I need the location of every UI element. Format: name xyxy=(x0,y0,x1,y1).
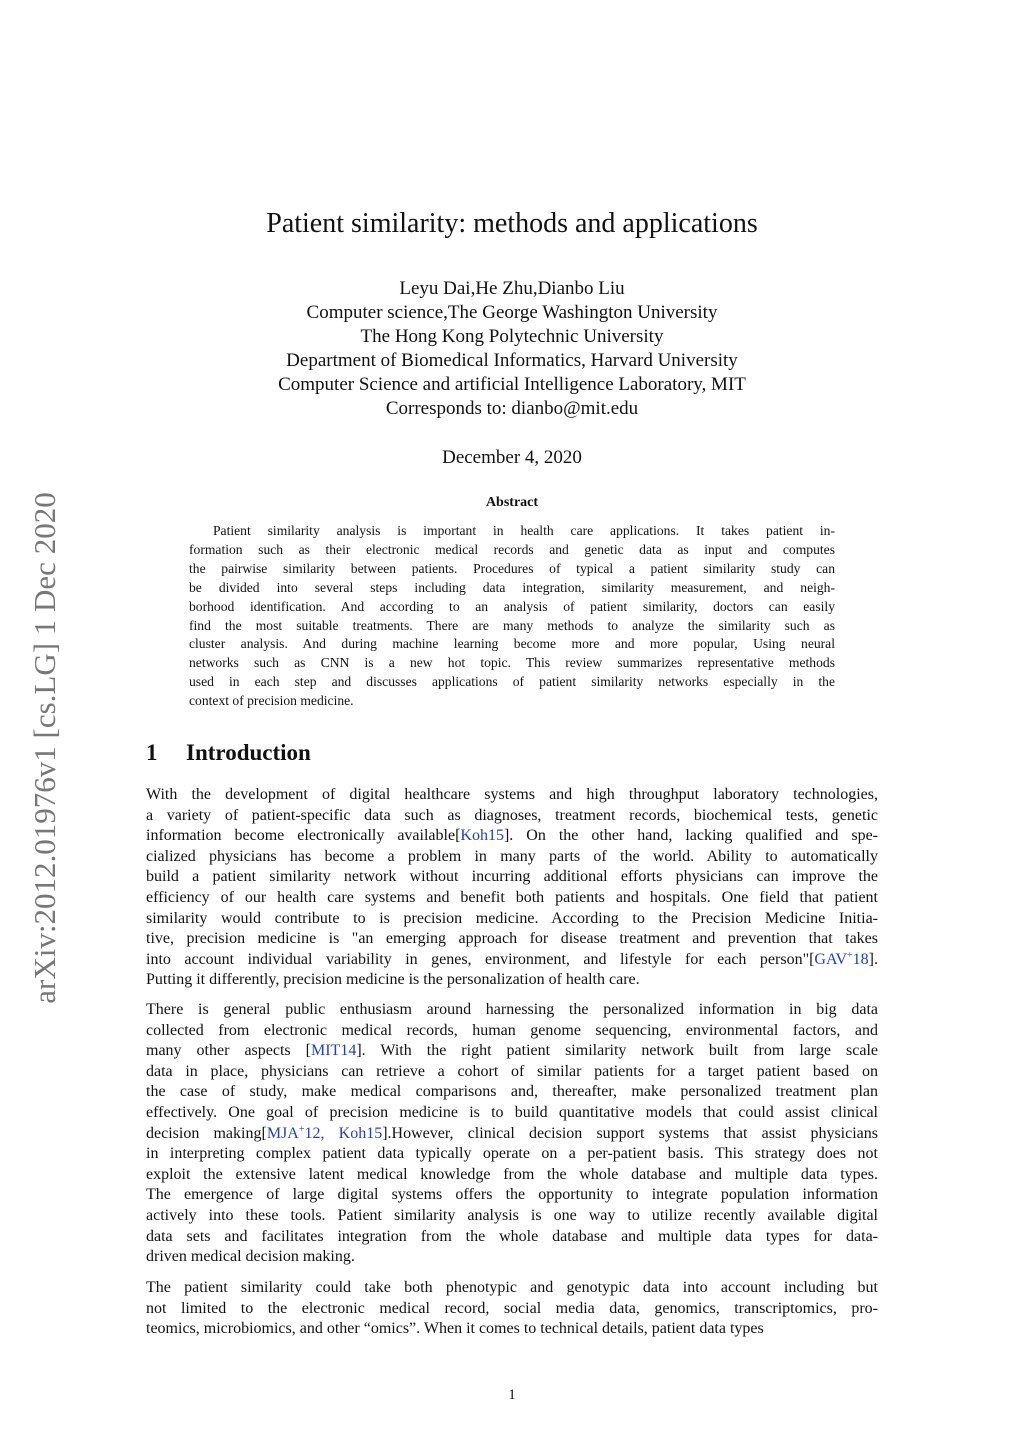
text: tive, precision medicine is "an emerging approach for disease treatment and prevention that takes xyxy=(146,930,878,948)
text: the case of study, make medical comparisons and, thereafter, make personalized treatment plan xyxy=(146,1083,878,1101)
text: With the development of digital healthcare systems and high throughput laboratory technologies, xyxy=(146,786,878,803)
citation-link[interactable]: Koh15 xyxy=(460,827,504,845)
text: the pairwise similarity between patients. Procedures of typical a patient similarity study can xyxy=(189,560,835,576)
text-line xyxy=(146,1206,878,1227)
text: used in each step and discusses applications of patient similarity networks especially in the xyxy=(189,674,835,690)
text-line xyxy=(146,909,878,930)
citation-link[interactable]: GAV xyxy=(814,950,848,968)
text: networks such as CNN is a new hot topic. This review summarizes representative methods xyxy=(189,655,835,671)
text-line xyxy=(146,826,878,847)
section-title: Introduction xyxy=(186,740,311,765)
text-line xyxy=(146,806,878,827)
text: ].However, clinical decision support systems that assist physicians xyxy=(382,1124,878,1142)
text: teomics, microbiomics, and other “omics”. When it comes to technical details, patient data types xyxy=(146,1320,764,1338)
text-line xyxy=(146,847,878,868)
text: be divided into several steps including data integration, similarity measurement, and neigh- xyxy=(189,579,835,595)
text: ]. On the other hand, lacking qualified and spe- xyxy=(503,827,879,845)
text: context of precision medicine. xyxy=(189,693,354,709)
page-number: 1 xyxy=(508,1387,516,1403)
citation-superscript[interactable]: + xyxy=(298,1123,305,1135)
text-line xyxy=(146,888,878,909)
paragraph xyxy=(146,1278,878,1340)
text: find the most suitable treatments. There are many methods to analyze the similarity such as xyxy=(189,617,835,633)
text: ]. xyxy=(868,950,878,968)
section-number: 1 xyxy=(146,740,158,765)
text-line xyxy=(146,950,878,971)
text-line xyxy=(146,1082,878,1103)
authors: Leyu Dai,He Zhu,Dianbo Liu xyxy=(399,278,625,299)
paragraph xyxy=(146,785,878,991)
text: decision making[ xyxy=(146,1124,267,1142)
section-heading xyxy=(146,740,311,766)
text-line xyxy=(146,1103,878,1124)
text: data sets and facilitates integration from the whole database and multiple data types for data- xyxy=(146,1227,878,1245)
paper-title: Patient similarity: methods and applications xyxy=(266,208,758,239)
text-line xyxy=(146,1000,878,1021)
date: December 4, 2020 xyxy=(442,447,582,468)
text: a variety of patient-specific data such as diagnoses, treatment records, biochemical tests, genetic xyxy=(146,806,878,824)
abstract-heading: Abstract xyxy=(485,495,539,510)
text: data in place, physicians can retrieve a cohort of similar patients for a target patient based on xyxy=(146,1062,878,1080)
text-line xyxy=(146,970,878,991)
abstract-body xyxy=(189,522,835,711)
text: There is general public enthusiasm around harnessing the personalized information in big data xyxy=(146,1001,878,1018)
text-line xyxy=(146,1021,878,1042)
text: into account individual variability in genes, environment, and lifestyle for each person"[ xyxy=(146,950,815,968)
text-line xyxy=(146,1227,878,1248)
text-line xyxy=(189,635,835,654)
text-line xyxy=(146,1165,878,1186)
text: efficiency of our health care systems and benefit both patients and hospitals. One field that patient xyxy=(146,888,878,906)
text: formation such as their electronic medical records and genetic data as input and computes xyxy=(189,541,835,557)
affiliation: The Hong Kong Polytechnic University xyxy=(360,326,664,347)
text-line xyxy=(146,1041,878,1062)
text: actively into these tools. Patient similarity analysis is one way to utilize recently available digital xyxy=(146,1206,878,1224)
text-line xyxy=(189,617,835,636)
text: many other aspects [ xyxy=(146,1042,311,1060)
text-line xyxy=(189,673,835,692)
text-line xyxy=(189,692,835,711)
citation-link[interactable]: 18 xyxy=(852,950,869,968)
text: not limited to the electronic medical record, social media data, genomics, transcriptomics, pro- xyxy=(146,1299,878,1317)
text: collected from electronic medical records, human genome sequencing, environmental factors, and xyxy=(146,1021,878,1039)
text: exploit the extensive latent medical knowledge from the whole database and multiple data types. xyxy=(146,1165,878,1183)
text-line xyxy=(189,560,835,579)
text: in interpreting complex patient data typically operate on a per-patient basis. This strategy does not xyxy=(146,1145,878,1163)
paragraph xyxy=(146,1000,878,1268)
correspondence: Corresponds to: dianbo@mit.edu xyxy=(385,398,639,419)
text-line xyxy=(189,522,835,541)
text-line xyxy=(146,1278,878,1299)
text: Patient similarity analysis is important in health care applications. It takes patient in- xyxy=(213,523,835,538)
text: ]. With the right patient similarity network built from large scale xyxy=(356,1042,879,1060)
affiliation: Computer science,The George Washington University xyxy=(306,302,718,323)
text-line xyxy=(189,541,835,560)
text-line xyxy=(189,654,835,673)
text-line xyxy=(146,1247,878,1268)
text-line xyxy=(146,867,878,888)
text: driven medical decision making. xyxy=(146,1248,355,1266)
text: The emergence of large digital systems offers the opportunity to integrate population information xyxy=(146,1186,878,1204)
text: similarity would contribute to is precision medicine. According to the Precision Medicine Initia- xyxy=(146,909,878,927)
affiliation: Department of Biomedical Informatics, Harvard University xyxy=(286,350,738,371)
arxiv-stamp: arXiv:2012.01976v1 [cs.LG] 1 Dec 2020 xyxy=(27,492,62,1004)
citation-link[interactable]: 12, Koh15 xyxy=(304,1124,383,1142)
text: Putting it differently, precision medicine is the personalization of health care. xyxy=(146,971,640,989)
text: The patient similarity could take both phenotypic and genotypic data into account including but xyxy=(146,1279,878,1296)
text-line xyxy=(146,1062,878,1083)
citation-superscript[interactable]: + xyxy=(847,949,853,961)
text-line xyxy=(146,929,878,950)
citation-link[interactable]: MIT14 xyxy=(311,1042,357,1060)
text-line xyxy=(146,1144,878,1165)
text: cluster analysis. And during machine learning become more and more popular, Using neural xyxy=(189,636,835,652)
affiliation: Computer Science and artificial Intelligence Laboratory, MIT xyxy=(278,374,746,395)
text: borhood identification. And according to an analysis of patient similarity, doctors can easily xyxy=(189,598,835,614)
text-line xyxy=(146,1124,878,1145)
text-line xyxy=(146,1319,878,1340)
text-line xyxy=(146,1299,878,1320)
text: information become electronically available[ xyxy=(146,827,461,845)
text-line xyxy=(189,579,835,598)
text-line xyxy=(146,785,878,806)
text: effectively. One goal of precision medicine is to build quantitative models that could assist clinical xyxy=(146,1103,878,1121)
text: build a patient similarity network without incurring additional efforts physicians can improve the xyxy=(146,868,878,886)
citation-link[interactable]: MJA xyxy=(266,1124,299,1142)
text-line xyxy=(146,1185,878,1206)
text-line xyxy=(189,598,835,617)
text: cialized physicians has become a problem in many parts of the world. Ability to automatically xyxy=(146,847,878,865)
